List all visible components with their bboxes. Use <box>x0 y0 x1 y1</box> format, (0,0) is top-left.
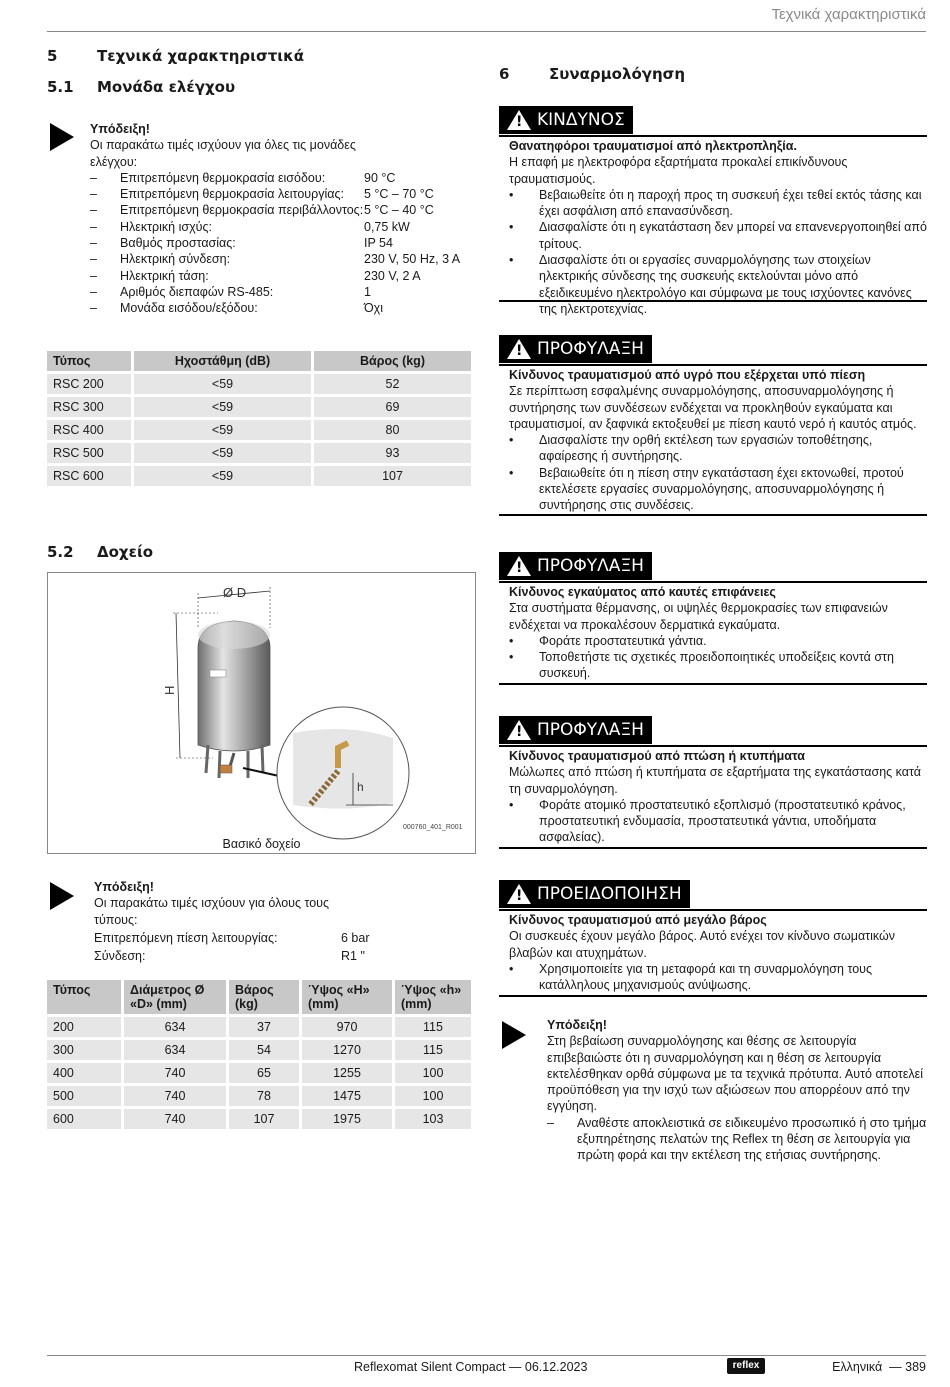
note-label: Υπόδειξη! <box>90 122 150 136</box>
table-cell: RSC 500 <box>47 443 131 463</box>
warning-title: Κίνδυνος τραυματισμού από πτώση ή κτυπήματα <box>509 749 805 763</box>
warning-heavy-weight <box>499 880 927 998</box>
table-cell: <59 <box>134 374 311 394</box>
signal-word: ΠΡΟΦΥΛΑΞΗ <box>537 339 644 359</box>
control-unit-table <box>44 348 474 489</box>
warning-bottom-rule <box>499 300 927 302</box>
signal-word-badge <box>499 106 633 134</box>
dash-marker: – <box>90 187 97 202</box>
bullet-item <box>509 219 927 252</box>
table-cell: 1475 <box>302 1086 392 1106</box>
warning-title: Κίνδυνος τραυματισμού από μεγάλο βάρος <box>509 913 767 927</box>
signal-word-badge <box>499 880 690 908</box>
note-intro: Οι παρακάτω τιμές ισχύουν για όλους τους τύπους: <box>94 896 330 927</box>
vessel-table <box>44 977 474 1132</box>
dash-marker: – <box>90 236 97 251</box>
header-rule <box>47 31 926 32</box>
footer-page: Ελληνικά — 389 <box>832 1360 926 1374</box>
spec-value: 1 <box>364 284 371 299</box>
table-cell: 54 <box>229 1040 299 1060</box>
bullet-text: Διασφαλίστε ότι οι εργασίες συναρμολόγησης των στοιχείων ηλεκτρικής σύνδεσης της συσκευής εκτελούνται μόνο από εξειδικευμένο ηλεκτρολόγο και σύμφωνα με τους ισχύοντες κανόνες της ηλεκτροτεχνίας. <box>539 253 912 316</box>
dimension-small-h-label: h <box>357 780 364 794</box>
bullet-text: Τοποθετήστε τις σχετικές προειδοποιητικές υποδείξεις κοντά στη συσκευή. <box>539 650 894 681</box>
warning-bullets <box>509 797 927 846</box>
spec-label: Ηλεκτρική σύνδεση: <box>120 252 231 267</box>
section-number: 5.1 <box>47 78 74 96</box>
bullet-marker: • <box>509 961 514 976</box>
spec-list <box>90 170 470 317</box>
warning-body <box>509 138 927 317</box>
warning-caution-pressure <box>499 335 927 517</box>
reflex-logo: reflex <box>727 1358 765 1374</box>
table-cell: 65 <box>229 1063 299 1083</box>
table-cell: 115 <box>395 1017 471 1037</box>
table-cell: 93 <box>314 443 471 463</box>
table-cell: 1975 <box>302 1109 392 1129</box>
bullet-text: Χρησιμοποιείτε για τη μεταφορά και τη συναρμολόγηση τους κατάλληλους μηχανισμούς ανύψωσης. <box>539 961 873 993</box>
bullet-marker: • <box>509 797 514 812</box>
warning-text: Οι συσκευές έχουν μεγάλο βάρος. Αυτό ενέχει τον κίνδυνο σωματικών βλαβών και ατυχημάτων. <box>509 929 895 960</box>
table-cell: 740 <box>124 1063 226 1083</box>
signal-word-badge <box>499 335 652 363</box>
table-row <box>47 420 471 440</box>
bullet-marker: • <box>509 650 514 665</box>
table-cell: 500 <box>47 1086 121 1106</box>
spec-value: 230 V, 2 A <box>364 268 421 283</box>
spec-row <box>90 202 470 218</box>
table-cell: 69 <box>314 397 471 417</box>
table-cell: 200 <box>47 1017 121 1037</box>
bullet-item <box>509 633 927 649</box>
note-control-unit <box>90 121 470 317</box>
signal-word: ΠΡΟΕΙΔΟΠΟΙΗΣΗ <box>537 884 682 904</box>
bullet-marker: • <box>509 187 514 202</box>
warning-triangle-icon: ! <box>507 556 531 576</box>
warning-bullets <box>509 187 927 317</box>
note-intro: Οι παρακάτω τιμές ισχύουν για όλες τις μονάδες ελέγχου: <box>90 138 356 169</box>
spec-value: 6 bar <box>341 930 370 945</box>
table-cell: 1255 <box>302 1063 392 1083</box>
bullet-text: Φοράτε ατομικό προστατευτικό εξοπλισμό (προστατευτικό κράνος, προστατευτική ενδυμασία, προστατευτικά γάντια, υποδήματα ασφαλείας). <box>539 797 906 845</box>
table-cell: 37 <box>229 1017 299 1037</box>
spec-value: 230 V, 50 Hz, 3 A <box>364 252 461 267</box>
warning-body <box>509 912 927 993</box>
signal-word: ΠΡΟΦΥΛΑΞΗ <box>537 720 644 740</box>
note-arrow-icon <box>50 882 74 910</box>
spec-label: Επιτρεπόμενη θερμοκρασία λειτουργίας: <box>120 187 344 202</box>
bullet-text: Διασφαλίστε ότι η εγκατάσταση δεν μπορεί να επανενεργοποιηθεί από τρίτους. <box>539 220 927 251</box>
note-text: Στη βεβαίωση συναρμολόγησης και θέσης σε λειτουργία επιβεβαιώστε ότι η συναρμολόγηση και η θέση σε λειτουργία εκτελέσθηκαν ορθά σύμφωνα με τα τεχνικά πρότυπα. Αυτό αποτελεί προϋπόθεση για την ισχύ των αξιώσεων που απορρέουν από την εγγύηση. <box>547 1034 924 1114</box>
bullet-marker: • <box>509 253 514 268</box>
spec-label: Ηλεκτρική τάση: <box>120 268 209 283</box>
section-title: Τεχνικά χαρακτηριστικά <box>97 47 305 65</box>
note-dash-item: Αναθέστε αποκλειστικά σε ειδικευμένο προσωπικό ή στο τμήμα εξυπηρέτησης πελατών της Reflex τη θέση σε λειτουργία για πρώτη φορά και την εκτέλεση της ετήσιας συντήρησης. <box>577 1115 927 1163</box>
signal-word: ΠΡΟΦΥΛΑΞΗ <box>537 556 644 576</box>
warning-danger-electric <box>499 106 927 316</box>
section-5-1-heading <box>47 78 235 96</box>
table-row <box>47 1109 471 1129</box>
bullet-item <box>509 252 927 317</box>
warning-caution-fall <box>499 716 927 850</box>
warning-bottom-rule <box>499 995 927 997</box>
table-row <box>47 466 471 486</box>
dash-marker: – <box>90 301 97 316</box>
spec-label: Μονάδα εισόδου/εξόδου: <box>120 301 258 316</box>
section-title: Δοχείο <box>97 543 154 561</box>
table-cell: 107 <box>314 466 471 486</box>
spec-label: Ηλεκτρική ισχύς: <box>120 219 212 234</box>
spec-value: 5 °C – 40 °C <box>364 203 434 218</box>
figure-code: 000760_401_R001 <box>403 824 463 831</box>
table-cell: <59 <box>134 420 311 440</box>
warning-top-rule <box>499 745 927 747</box>
warning-bottom-rule <box>499 514 927 516</box>
spec-label: Σύνδεση: <box>94 949 146 964</box>
table-cell: 52 <box>314 374 471 394</box>
table-cell: <59 <box>134 466 311 486</box>
warning-bullets <box>509 961 927 994</box>
footer-rule <box>47 1355 926 1356</box>
warning-text: Σε περίπτωση εσφαλμένης συναρμολόγησης, αποσυναρμολόγησης ή συντήρησης των συνδέσεων ενδέχεται να προκληθούν εγκαύματα και τραυματισμοί, αν ξαφνικά εκτοξευθεί με πίεση καυτό νερό ή καυτός ατμός. <box>509 384 917 431</box>
table-row <box>47 397 471 417</box>
signal-word-badge <box>499 552 652 580</box>
warning-title: Θανατηφόροι τραυματισμοί από ηλεκτροπληξία. <box>509 139 797 153</box>
warning-title: Κίνδυνος εγκαύματος από καυτές επιφάνειες <box>509 585 776 599</box>
col-header: Ύψος «H» (mm) <box>302 980 392 1014</box>
signal-word-badge <box>499 716 652 744</box>
spec-row <box>90 170 470 186</box>
bullet-item <box>509 649 927 682</box>
bullet-marker: • <box>509 465 514 480</box>
warning-top-rule <box>499 364 927 366</box>
table-row <box>47 1086 471 1106</box>
warning-triangle-icon: ! <box>507 339 531 359</box>
warning-bottom-rule <box>499 683 927 685</box>
warning-bullets <box>509 432 927 513</box>
signal-word: ΚΙΝΔΥΝΟΣ <box>537 110 625 130</box>
table-cell: RSC 200 <box>47 374 131 394</box>
warning-text: Στα συστήματα θέρμανσης, οι υψηλές θερμοκρασίες των επιφανειών ενδέχεται να προκαλέσουν δερματικά εγκαύματα. <box>509 601 888 632</box>
vessel-figure <box>47 572 476 854</box>
table-cell: RSC 600 <box>47 466 131 486</box>
dash-marker: – <box>90 170 97 185</box>
spec-value: Όχι <box>364 301 384 316</box>
spec-list <box>94 930 474 965</box>
table-cell: 634 <box>124 1017 226 1037</box>
table-cell: 400 <box>47 1063 121 1083</box>
spec-row <box>94 930 474 946</box>
warning-body <box>509 748 927 846</box>
spec-row <box>90 268 470 284</box>
dash-marker: – <box>90 203 97 218</box>
col-header: Ύψος «h» (mm) <box>395 980 471 1014</box>
note-vessel <box>94 879 474 964</box>
spec-row <box>90 300 470 316</box>
section-number: 6 <box>499 65 510 83</box>
spec-label: Αριθμός διεπαφών RS-485: <box>120 284 274 299</box>
spec-row <box>90 219 470 235</box>
dash-marker: – <box>90 284 97 299</box>
dimension-h-label: H <box>162 685 177 695</box>
table-cell: 115 <box>395 1040 471 1060</box>
running-header: Τεχνικά χαρακτηριστικά <box>771 6 926 23</box>
col-header: Τύπος <box>47 980 121 1014</box>
table-cell: <59 <box>134 443 311 463</box>
col-header: Διάμετρος Ø «D» (mm) <box>124 980 226 1014</box>
table-cell: RSC 400 <box>47 420 131 440</box>
bullet-item <box>509 797 927 846</box>
table-row <box>47 443 471 463</box>
dimension-d-label: Ø D <box>223 585 247 600</box>
warning-text: Μώλωπες από πτώση ή κτυπήματα σε εξαρτήματα της εγκατάστασης κατά τη συναρμολόγηση. <box>509 765 921 796</box>
spec-row <box>90 186 470 202</box>
dash-marker: – <box>90 252 97 267</box>
note-arrow-icon <box>50 123 74 151</box>
table-row <box>47 1040 471 1060</box>
spec-value: 90 °C <box>364 170 396 185</box>
note-label: Υπόδειξη! <box>94 880 154 894</box>
spec-row <box>94 948 474 964</box>
warning-body <box>509 584 927 682</box>
table-cell: 970 <box>302 1017 392 1037</box>
table-row <box>47 1017 471 1037</box>
section-5-heading <box>47 47 304 65</box>
bullet-item <box>509 187 927 220</box>
col-header: Βάρος (kg) <box>229 980 299 1014</box>
bullet-marker: • <box>509 633 514 648</box>
note-label: Υπόδειξη! <box>547 1018 607 1032</box>
warning-top-rule <box>499 581 927 583</box>
spec-row <box>90 284 470 300</box>
warning-bottom-rule <box>499 847 927 849</box>
table-cell: <59 <box>134 397 311 417</box>
spec-value: IP 54 <box>364 236 393 251</box>
note-commissioning <box>547 1017 928 1164</box>
table-cell: 100 <box>395 1086 471 1106</box>
bullet-item <box>509 465 927 514</box>
table-cell: 600 <box>47 1109 121 1129</box>
spec-label: Επιτρεπόμενη θερμοκρασία περιβάλλοντος: <box>120 203 364 218</box>
spec-value: R1 " <box>341 949 365 964</box>
table-cell: 100 <box>395 1063 471 1083</box>
table-cell: RSC 300 <box>47 397 131 417</box>
col-header: Ηχοστάθμη (dB) <box>134 351 311 371</box>
spec-value: 5 °C – 70 °C <box>364 187 434 202</box>
spec-label: Βαθμός προστασίας: <box>120 236 236 251</box>
section-number: 5.2 <box>47 543 74 561</box>
bullet-text: Βεβαιωθείτε ότι η πίεση στην εγκατάσταση έχει εκτονωθεί, προτού εκτελέσετε εργασίες συναρμολόγησης, αποσυναρμολόγησης ή συντήρησης στις συνδέσεις. <box>539 465 904 513</box>
section-5-2-heading <box>47 543 153 561</box>
bullet-marker: • <box>509 220 514 235</box>
bullet-marker: • <box>509 433 514 448</box>
bullet-item <box>509 432 927 465</box>
table-cell: 80 <box>314 420 471 440</box>
table-cell: 634 <box>124 1040 226 1060</box>
footer-doc-title: Reflexomat Silent Compact — 06.12.2023 <box>354 1360 588 1374</box>
spec-label: Επιτρεπόμενη πίεση λειτουργίας: <box>94 930 278 945</box>
spec-value: 0,75 kW <box>364 219 410 234</box>
section-number: 5 <box>47 47 58 65</box>
dash-marker: – <box>547 1115 554 1130</box>
spec-row <box>90 251 470 267</box>
warning-body <box>509 367 927 514</box>
vessel-illustration <box>48 573 475 853</box>
section-title: Συναρμολόγηση <box>549 65 686 83</box>
table-cell: 78 <box>229 1086 299 1106</box>
dash-marker: – <box>90 268 97 283</box>
col-header: Βάρος (kg) <box>314 351 471 371</box>
note-arrow-icon <box>502 1021 526 1049</box>
table-cell: 740 <box>124 1086 226 1106</box>
spec-label: Επιτρεπόμενη θερμοκρασία εισόδου: <box>120 170 326 185</box>
bullet-text: Βεβαιωθείτε ότι η παροχή προς τη συσκευή έχει τεθεί εκτός τάσης και έχει ασφάλιση από επανασύνδεση. <box>539 187 922 219</box>
col-header: Τύπος <box>47 351 131 371</box>
table-cell: 103 <box>395 1109 471 1129</box>
warning-top-rule <box>499 135 927 137</box>
bullet-item <box>509 961 927 994</box>
dash-marker: – <box>90 219 97 234</box>
bullet-text: Διασφαλίστε την ορθή εκτέλεση των εργασιών τοποθέτησης, αφαίρεσης ή συντήρησης. <box>539 433 873 464</box>
warning-title: Κίνδυνος τραυματισμού από υγρό που εξέρχεται υπό πίεση <box>509 368 866 382</box>
spec-row <box>90 235 470 251</box>
warning-bullets <box>509 633 927 682</box>
warning-text: Η επαφή με ηλεκτροφόρα εξαρτήματα προκαλεί επικίνδυνους τραυματισμούς. <box>509 155 848 186</box>
warning-top-rule <box>499 909 927 911</box>
table-cell: 740 <box>124 1109 226 1129</box>
warning-triangle-icon: ! <box>507 720 531 740</box>
table-cell: 107 <box>229 1109 299 1129</box>
table-cell: 1270 <box>302 1040 392 1060</box>
warning-triangle-icon: ! <box>507 884 531 904</box>
table-row <box>47 1063 471 1083</box>
bullet-text: Φοράτε προστατευτικά γάντια. <box>539 633 707 648</box>
warning-caution-hot-surface <box>499 552 927 686</box>
section-title: Μονάδα ελέγχου <box>97 78 236 96</box>
figure-caption: Βασικό δοχείο <box>222 837 301 851</box>
table-row <box>47 374 471 394</box>
section-6-heading <box>499 65 685 83</box>
table-cell: 300 <box>47 1040 121 1060</box>
warning-triangle-icon: ! <box>507 110 531 130</box>
